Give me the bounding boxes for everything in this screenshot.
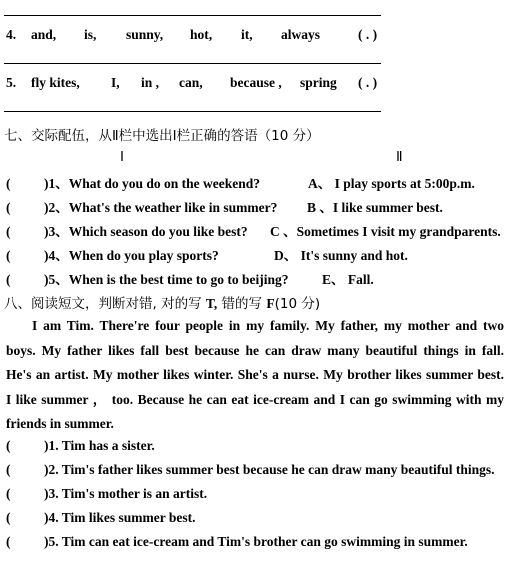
matching-question: )3、Which season do you like best? (44, 224, 248, 239)
answer-blank[interactable]: ( (6, 248, 11, 263)
answer-blank[interactable]: ( (6, 438, 11, 453)
answer-blank[interactable]: ( (6, 462, 11, 477)
reading-passage (6, 314, 504, 437)
matching-answer: E、 Fall. (322, 272, 374, 287)
answer-blank[interactable]: ( (6, 224, 11, 239)
column-1-heading: Ⅰ (120, 149, 124, 165)
q4-word: always (281, 27, 321, 42)
q4-word: and, (31, 27, 57, 42)
q5-word: in , (141, 75, 160, 90)
matching-question: )1、What do you do on the weekend? (44, 176, 261, 191)
matching-question: )2、What's the weather like in summer? (44, 200, 278, 215)
answer-blank[interactable]: ( (6, 486, 11, 501)
answer-line-q5 (4, 111, 381, 112)
matching-row (6, 196, 277, 216)
matching-row (6, 220, 248, 240)
q4-word: is, (84, 27, 97, 42)
q4-word: sunny, (126, 27, 164, 42)
matching-row (6, 172, 260, 192)
q4-end-punctuation: ( . ) (358, 27, 378, 42)
true-false-row (6, 438, 155, 454)
q4-number: 4. (6, 27, 17, 42)
true-false-row (6, 510, 196, 526)
passage-line: He's an artist. My mother likes winter. She's a nurse. My brother likes summer best. (6, 367, 504, 382)
statement: )1. Tim has a sister. (44, 438, 155, 453)
statement: )3. Tim's mother is an artist. (44, 486, 208, 501)
passage-line: boys. My father likes fall best because he can draw many beautiful things in fall. (6, 342, 504, 358)
passage-line: I like summer ， too. Because he can eat ice-cream and I can go swimming with my (6, 391, 504, 407)
q5-word: because , (230, 75, 282, 90)
answer-blank[interactable]: ( (6, 200, 11, 215)
q5-number: 5. (6, 75, 17, 90)
section-8-title: 八、阅读短文，判断对错, 对的写 T, 错的写 F(10 分) (4, 296, 321, 312)
q4-word: it, (241, 27, 253, 42)
true-false-row (6, 462, 495, 478)
matching-answer: A、 I play sports at 5:00p.m. (308, 176, 475, 191)
true-false-row (6, 486, 207, 502)
column-2-heading: Ⅱ (396, 149, 403, 165)
matching-row (6, 268, 288, 288)
matching-question: )5、When is the best time to go to beijing? (44, 272, 289, 287)
statement: )5. Tim can eat ice-cream and Tim's brother can go swimming in summer. (44, 534, 468, 549)
matching-question: )4、When do you play sports? (44, 248, 219, 263)
answer-blank[interactable]: ( (6, 510, 11, 525)
q5-word: spring (300, 75, 337, 90)
answer-blank[interactable]: ( (6, 534, 11, 549)
passage-line: I am Tim. There're four people in my family. My father, my mother and two (32, 318, 504, 333)
q5-word: can, (179, 75, 203, 90)
answer-line-top (4, 15, 381, 16)
answer-blank[interactable]: ( (6, 176, 11, 191)
q5-word: fly kites, (31, 75, 80, 90)
passage-line: friends in summer. (6, 416, 114, 431)
answer-line-q4 (4, 63, 381, 64)
statement: )4. Tim likes summer best. (44, 510, 196, 525)
matching-answer: B 、I like summer best. (307, 200, 443, 215)
q5-end-punctuation: ( . ) (358, 75, 378, 90)
matching-answer: C 、Sometimes I visit my grandparents. (270, 224, 501, 239)
q5-word: I, (111, 75, 120, 90)
statement: )2. Tim's father likes summer best because he can draw many beautiful things. (44, 462, 495, 477)
matching-row (6, 244, 219, 264)
section-7-title: 七、交际配伍，从Ⅱ栏中选出Ⅰ栏正确的答语（10 分） (4, 128, 320, 144)
true-false-row (6, 534, 468, 550)
matching-answer: D、 It's sunny and hot. (274, 248, 408, 263)
answer-blank[interactable]: ( (6, 272, 11, 287)
q4-word: hot, (190, 27, 213, 42)
